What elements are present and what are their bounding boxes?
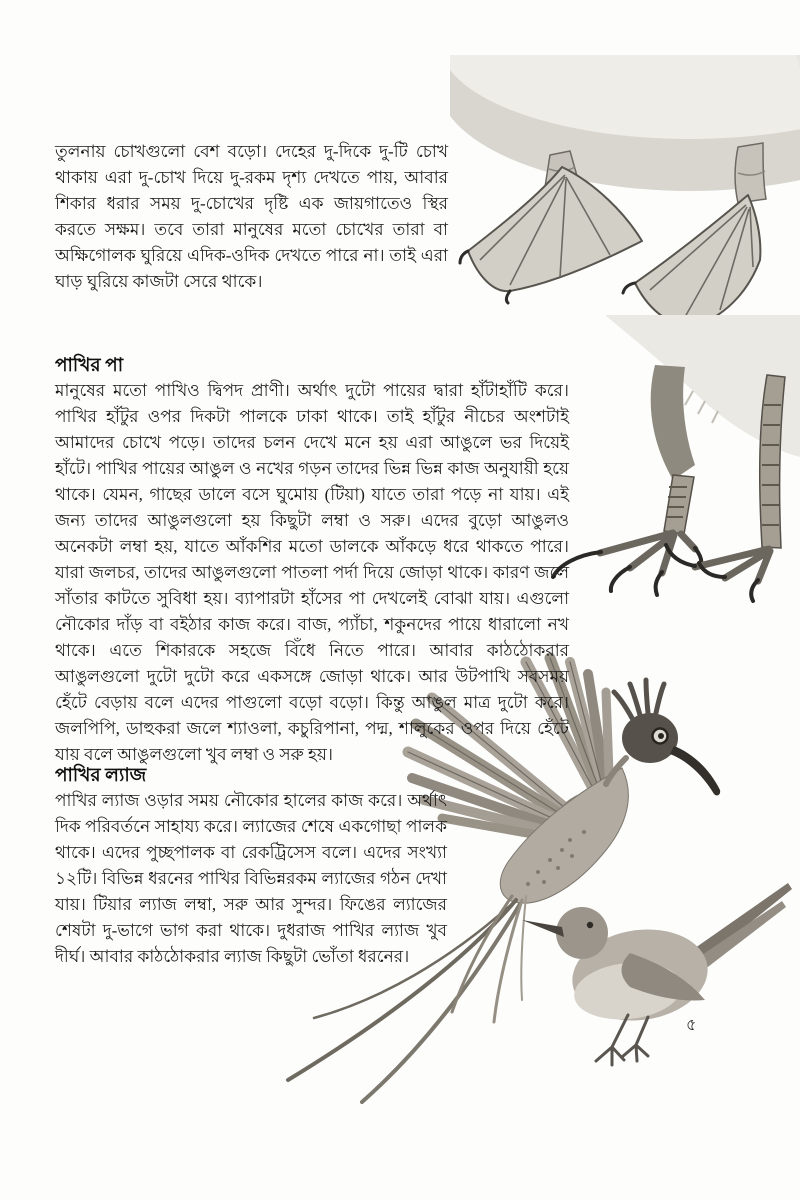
intro-paragraph: তুলনায় চোখগুলো বেশ বড়ো। দেহের দু-দিকে দু-টি চোখ থাকায় এরা দু-চোখ দিয়ে দু-রকম দৃশ্য দেখতে পায়, আবার শিকার ধরার সময় দু-চোখের দৃষ্টি এক জায়গাতেও স্থির করতে সক্ষম। তবে তারা মানুষের মতো চোখের তারা বা অক্ষিগোলক ঘুরিয়ে এদিক-ওদিক দেখতে পারে না। তাই এরা ঘাড় ঘুরিয়ে কাজটা সেরে থাকে। [55, 142, 448, 291]
page-number: ৫ [686, 1017, 697, 1034]
small-bird-eye [587, 922, 593, 928]
duck-webbed-foot-left [460, 167, 642, 303]
bird-legs-paragraph: মানুষের মতো পাখিও দ্বিপদ প্রাণী। অর্থাৎ দুটো পায়ের দ্বারা হাঁটাহাঁটি করে। পাখির হাঁটুর ওপর দিকটা পালকে ঢাকা থাকে। তাই হাঁটুর নীচের অংশটাই আমাদের চোখে পড়ে। তাদের চলন দেখে মনে হয় এরা আঙুলে ভর দিয়েই হাঁটে। পাখির পায়ের আঙুল ও নখের গড়ন তাদের ভিন্ন ভিন্ন কাজ অনুযায়ী হয়ে থাকে। যেমন, গাছের ডালে বসে ঘুমোয় (টিয়া) যাতে তারা পড়ে না যায়। এই জন্য তাদের আঙুলগুলো হয় কিছুটা লম্বা ও সরু। এদের বুড়ো আঙুলও অনেকটা লম্বা হয়, যাতে আঁকশির মতো ডালকে আঁকড়ে ধরে থাকতে পারে। যারা জলচর, তাদের আঙুলগুলো পাতলা পর্দা দিয়ে জোড়া থাকে। কারণ জলে সাঁতার কাটতে সুবিধা হয়। ব্যাপারটা হাঁসের পা দেখলেই বোঝা যায়। এগুলো নৌকোর দাঁড় বা বইঠার কাজ করে। বাজ, প্যাঁচা, শকুনদের পায়ে ধারালো নখ থাকে। এতে শিকারকে সহজে বিঁধে নিতে পারে। আবার কাঠঠোকরার আঙুলগুলো দুটো দুটো করে একসঙ্গে জোড়া থাকে। আর উটপাখি সবসময় হেঁটে বেড়ায় বলে এদের পাগুলো বড়ো বড়ো। কিন্তু আঙুল মাত্র দুটো করে। জলপিপি, ডাহুকরা জলে শ্যাওলা, কচুরিপানা, পদ্ম, শালুকের ওপর দিয়ে হেঁটে যায় বলে আঙুলগুলো খুব লম্বা ও সরু হয়। [55, 381, 569, 764]
raptor-leg-left [553, 475, 701, 595]
bird-beak [670, 746, 720, 795]
section-heading-bird-tail: পাখির ল্যাজ [55, 766, 147, 786]
small-bird-head [522, 907, 608, 959]
section-heading-bird-legs: পাখির পা [55, 356, 124, 376]
raptor-taloned-feet-illustration [545, 315, 800, 605]
small-bird-legs [596, 1015, 648, 1065]
duck-leg-right [735, 143, 766, 203]
bird-crest [614, 680, 664, 718]
duck-webbed-foot-right [623, 195, 760, 329]
small-long-tailed-bird-illustration [510, 875, 800, 1075]
bird-tail-paragraph: পাখির ল্যাজ ওড়ার সময় নৌকোর হালের কাজ করে। অর্থাৎ দিক পরিবর্তনে সাহায্য করে। ল্যাজের শেষে একগোছা পালক থাকে। এদের পুচ্ছপালক বা রেকট্রিসেস বলে। এদের সংখ্যা ১২টি। বিভিন্ন ধরনের পাখির বিভিন্নরকম ল্যাজের গঠন দেখা যায়। টিয়ার ল্যাজ লম্বা, সরু আর সুন্দর। ফিঙের ল্যাজের শেষটা দু-ভাগে ভাগ করা থাকে। দুধরাজ পাখির ল্যাজ খুব দীর্ঘ। আবার কাঠঠোকরার ল্যাজ কিছুটা ভোঁতা ধরনের। [55, 791, 447, 966]
